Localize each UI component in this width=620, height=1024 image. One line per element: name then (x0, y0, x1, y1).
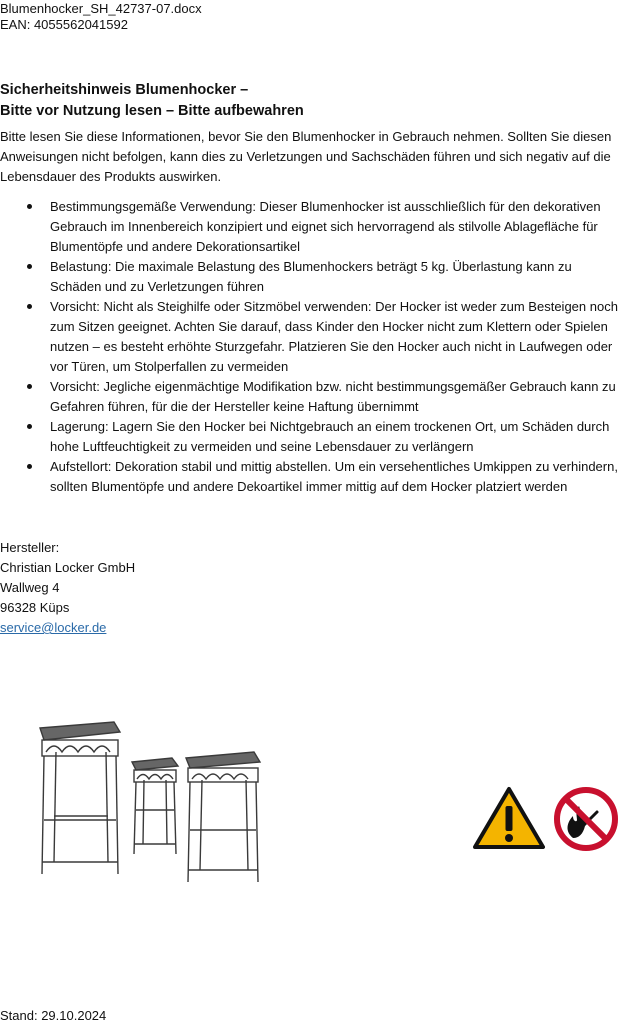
title-line-2: Bitte vor Nutzung lesen – Bitte aufbewahren (0, 103, 304, 119)
list-item (0, 457, 618, 497)
bullet-icon (27, 204, 32, 209)
manufacturer-label: Hersteller: (0, 540, 60, 555)
list-item-text: Vorsicht: Jegliche eigenmächtige Modifikation bzw. nicht bestimmungsgemäßer Gebrauch kann zu Gefahren führen, für die der Hersteller keine Haftung übernimmt (50, 379, 616, 414)
safety-instructions-list (0, 197, 618, 497)
bullet-icon (27, 384, 32, 389)
bullet-icon (27, 424, 32, 429)
list-item (0, 417, 618, 457)
document-filename: Blumenhocker_SH_42737-07.docx (0, 1, 202, 16)
flower-stools-image (28, 712, 268, 892)
bullet-icon (27, 464, 32, 469)
list-item-text: Bestimmungsgemäße Verwendung: Dieser Blumenhocker ist ausschließlich für den dekorativen Gebrauch im Innenbereich konzipiert und eignet sich hervorragend als stilvolle Ablagefläche für Blumentöpfe und andere Dekorationsartikel (50, 199, 601, 254)
document-meta (0, 1, 202, 33)
list-item-text: Vorsicht: Nicht als Steighilfe oder Sitzmöbel verwenden: Der Hocker ist weder zum Besteigen noch zum Sitzen geeignet. Achten Sie darauf, dass Kinder den Hocker nicht zum Klettern oder Spielen nutzen – es besteht erhöhte Sturzgefahr. Platzieren Sie den Hocker auch nicht in Laufwegen oder vor Türen, um Stolperfallen zu vermeiden (50, 299, 618, 374)
no-open-flame-icon (553, 786, 619, 852)
list-item (0, 377, 618, 417)
list-item-text: Lagerung: Lagern Sie den Hocker bei Nichtgebrauch an einem trockenen Ort, um Schäden durch hohe Luftfeuchtigkeit zu vermeiden und seine Lebensdauer zu verlängern (50, 419, 610, 454)
bullet-icon (27, 264, 32, 269)
manufacturer-name: Christian Locker GmbH (0, 560, 136, 575)
list-item-text: Aufstellort: Dekoration stabil und mittig abstellen. Um ein versehentliches Umkippen zu verhindern, sollten Blumentöpfe und andere Dekoartikel immer mittig auf dem Hocker platziert werden (50, 459, 618, 494)
document-date: Stand: 29.10.2024 (0, 1008, 107, 1023)
document-title (0, 80, 304, 122)
manufacturer-address (0, 538, 135, 638)
manufacturer-street: Wallweg 4 (0, 580, 60, 595)
title-line-1: Sicherheitshinweis Blumenhocker – (0, 82, 249, 98)
list-item (0, 257, 618, 297)
ean-code: EAN: 4055562041592 (0, 17, 128, 32)
list-item-text: Belastung: Die maximale Belastung des Blumenhockers beträgt 5 kg. Überlastung kann zu Schäden und zu Verletzungen führen (50, 259, 572, 294)
bullet-icon (27, 304, 32, 309)
list-item (0, 297, 618, 377)
list-item (0, 197, 618, 257)
manufacturer-city: 96328 Küps (0, 600, 70, 615)
manufacturer-email-link[interactable]: service@locker.de (0, 620, 107, 635)
intro-paragraph: Bitte lesen Sie diese Informationen, bevor Sie den Blumenhocker in Gebrauch nehmen. Sollten Sie diesen Anweisungen nicht befolgen, kann dies zu Verletzungen und Sachschäden führen und sich negativ auf die Lebensdauer des Produkts auswirken. (0, 129, 612, 184)
warning-triangle-icon (473, 786, 545, 850)
